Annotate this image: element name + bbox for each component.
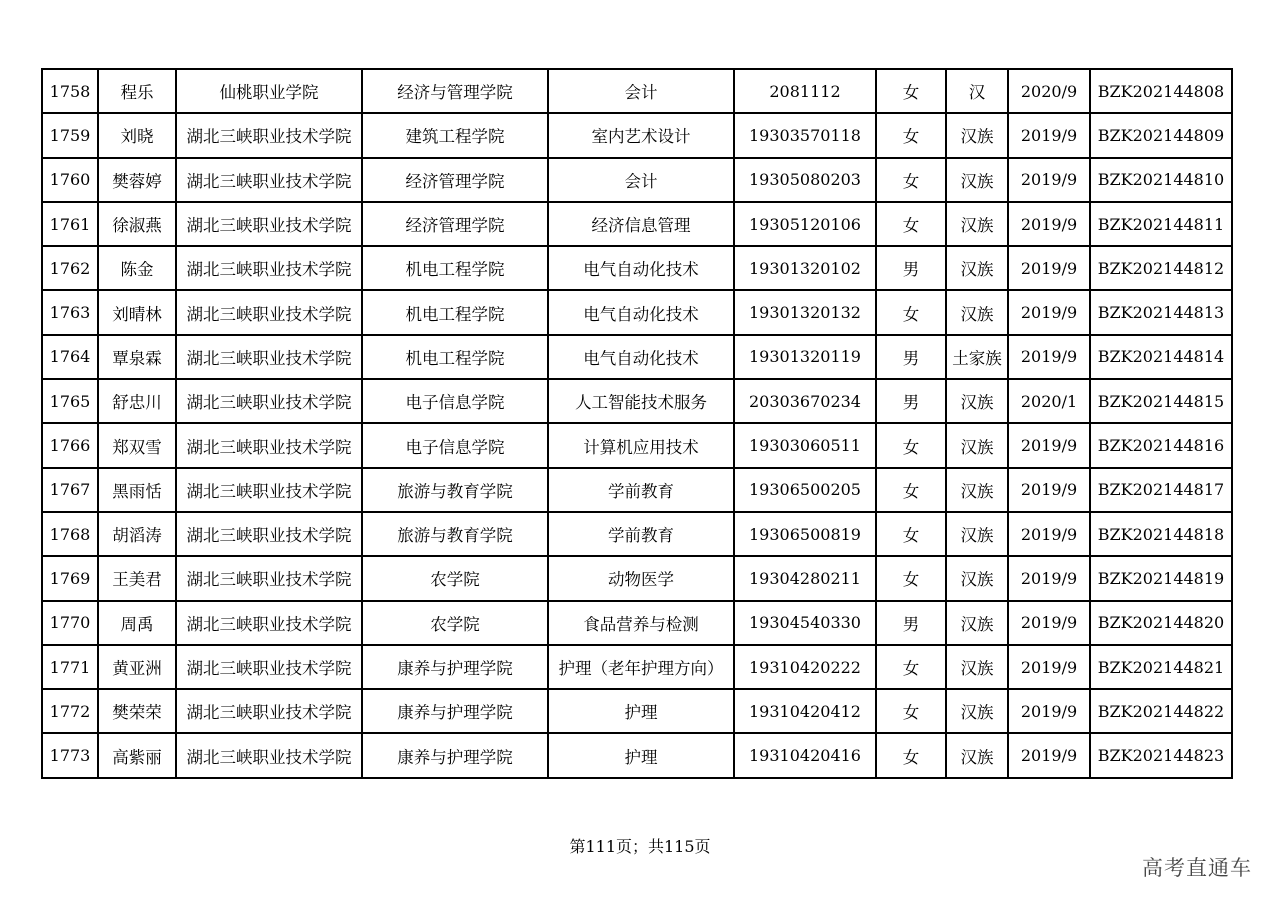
cell-school: 湖北三峡职业技术学院 [176,733,362,777]
student-roster-table [41,68,1233,779]
roster-body [42,69,1232,778]
cell-gender: 男 [876,335,946,379]
cell-name: 高紫丽 [98,733,176,777]
cell-enrollment-date: 2019/9 [1008,202,1090,246]
cell-college: 旅游与教育学院 [362,468,548,512]
cell-school: 湖北三峡职业技术学院 [176,689,362,733]
cell-name: 程乐 [98,69,176,113]
cell-student-id: 20303670234 [734,379,876,423]
cell-certificate-no: BZK202144822 [1090,689,1232,733]
cell-school: 湖北三峡职业技术学院 [176,113,362,157]
cell-college: 康养与护理学院 [362,733,548,777]
cell-certificate-no: BZK202144821 [1090,645,1232,689]
cell-number: 1759 [42,113,98,157]
cell-college: 康养与护理学院 [362,689,548,733]
cell-major: 人工智能技术服务 [548,379,734,423]
cell-major: 计算机应用技术 [548,423,734,467]
cell-enrollment-date: 2020/1 [1008,379,1090,423]
cell-enrollment-date: 2019/9 [1008,733,1090,777]
cell-college: 建筑工程学院 [362,113,548,157]
cell-major: 学前教育 [548,468,734,512]
cell-enrollment-date: 2019/9 [1008,468,1090,512]
cell-ethnicity: 汉族 [946,733,1008,777]
cell-number: 1765 [42,379,98,423]
cell-student-id: 2081112 [734,69,876,113]
cell-certificate-no: BZK202144817 [1090,468,1232,512]
cell-enrollment-date: 2019/9 [1008,556,1090,600]
table-row [42,733,1232,777]
cell-certificate-no: BZK202144812 [1090,246,1232,290]
cell-ethnicity: 汉族 [946,601,1008,645]
cell-name: 王美君 [98,556,176,600]
cell-certificate-no: BZK202144818 [1090,512,1232,556]
cell-school: 湖北三峡职业技术学院 [176,290,362,334]
cell-student-id: 19306500819 [734,512,876,556]
cell-gender: 男 [876,246,946,290]
cell-name: 徐淑燕 [98,202,176,246]
cell-gender: 男 [876,379,946,423]
cell-certificate-no: BZK202144811 [1090,202,1232,246]
cell-gender: 女 [876,556,946,600]
table-row [42,468,1232,512]
cell-number: 1763 [42,290,98,334]
cell-student-id: 19310420222 [734,645,876,689]
cell-certificate-no: BZK202144815 [1090,379,1232,423]
cell-major: 经济信息管理 [548,202,734,246]
table-row [42,69,1232,113]
table-row [42,645,1232,689]
cell-ethnicity: 汉族 [946,423,1008,467]
cell-number: 1761 [42,202,98,246]
watermark-logo-text: 高考直通车 [1142,856,1252,880]
cell-college: 农学院 [362,556,548,600]
cell-gender: 女 [876,733,946,777]
cell-major: 护理（老年护理方向） [548,645,734,689]
cell-ethnicity: 汉族 [946,113,1008,157]
cell-gender: 女 [876,423,946,467]
cell-college: 农学院 [362,601,548,645]
cell-enrollment-date: 2019/9 [1008,423,1090,467]
cell-student-id: 19306500205 [734,468,876,512]
cell-college: 机电工程学院 [362,335,548,379]
cell-school: 湖北三峡职业技术学院 [176,335,362,379]
cell-gender: 女 [876,689,946,733]
table-row [42,512,1232,556]
cell-major: 电气自动化技术 [548,335,734,379]
cell-name: 舒忠川 [98,379,176,423]
cell-enrollment-date: 2019/9 [1008,113,1090,157]
cell-college: 电子信息学院 [362,379,548,423]
cell-number: 1762 [42,246,98,290]
cell-ethnicity: 汉族 [946,556,1008,600]
cell-student-id: 19305080203 [734,158,876,202]
cell-major: 护理 [548,733,734,777]
cell-name: 黑雨恬 [98,468,176,512]
cell-student-id: 19305120106 [734,202,876,246]
cell-student-id: 19304540330 [734,601,876,645]
cell-major: 电气自动化技术 [548,246,734,290]
cell-number: 1772 [42,689,98,733]
cell-ethnicity: 汉族 [946,645,1008,689]
cell-enrollment-date: 2020/9 [1008,69,1090,113]
cell-major: 护理 [548,689,734,733]
cell-college: 机电工程学院 [362,290,548,334]
cell-name: 覃泉霖 [98,335,176,379]
cell-gender: 女 [876,158,946,202]
cell-certificate-no: BZK202144814 [1090,335,1232,379]
cell-number: 1764 [42,335,98,379]
table-row [42,290,1232,334]
cell-name: 樊荣荣 [98,689,176,733]
cell-enrollment-date: 2019/9 [1008,335,1090,379]
cell-ethnicity: 汉族 [946,468,1008,512]
cell-name: 樊蓉婷 [98,158,176,202]
cell-school: 湖北三峡职业技术学院 [176,202,362,246]
cell-major: 食品营养与检测 [548,601,734,645]
cell-name: 陈金 [98,246,176,290]
cell-school: 仙桃职业学院 [176,69,362,113]
cell-major: 电气自动化技术 [548,290,734,334]
table-row [42,335,1232,379]
cell-certificate-no: BZK202144816 [1090,423,1232,467]
cell-school: 湖北三峡职业技术学院 [176,645,362,689]
cell-college: 经济管理学院 [362,158,548,202]
cell-ethnicity: 汉 [946,69,1008,113]
cell-ethnicity: 汉族 [946,512,1008,556]
cell-ethnicity: 汉族 [946,689,1008,733]
cell-ethnicity: 土家族 [946,335,1008,379]
cell-gender: 女 [876,512,946,556]
cell-certificate-no: BZK202144809 [1090,113,1232,157]
cell-certificate-no: BZK202144820 [1090,601,1232,645]
cell-enrollment-date: 2019/9 [1008,689,1090,733]
table-row [42,556,1232,600]
cell-student-id: 19301320102 [734,246,876,290]
cell-major: 会计 [548,158,734,202]
table-row [42,246,1232,290]
table-row [42,158,1232,202]
table-row [42,423,1232,467]
cell-certificate-no: BZK202144823 [1090,733,1232,777]
cell-name: 刘晴林 [98,290,176,334]
cell-major: 会计 [548,69,734,113]
cell-school: 湖北三峡职业技术学院 [176,512,362,556]
cell-school: 湖北三峡职业技术学院 [176,601,362,645]
cell-student-id: 19301320132 [734,290,876,334]
cell-student-id: 19303570118 [734,113,876,157]
cell-school: 湖北三峡职业技术学院 [176,379,362,423]
cell-ethnicity: 汉族 [946,202,1008,246]
cell-ethnicity: 汉族 [946,379,1008,423]
table-row [42,379,1232,423]
cell-name: 周禹 [98,601,176,645]
cell-student-id: 19303060511 [734,423,876,467]
cell-enrollment-date: 2019/9 [1008,158,1090,202]
cell-number: 1767 [42,468,98,512]
cell-student-id: 19301320119 [734,335,876,379]
cell-enrollment-date: 2019/9 [1008,601,1090,645]
cell-gender: 女 [876,202,946,246]
cell-number: 1760 [42,158,98,202]
cell-certificate-no: BZK202144808 [1090,69,1232,113]
cell-school: 湖北三峡职业技术学院 [176,158,362,202]
cell-student-id: 19310420416 [734,733,876,777]
cell-number: 1770 [42,601,98,645]
table-row [42,202,1232,246]
cell-student-id: 19304280211 [734,556,876,600]
cell-name: 刘晓 [98,113,176,157]
cell-gender: 女 [876,645,946,689]
cell-name: 郑双雪 [98,423,176,467]
cell-school: 湖北三峡职业技术学院 [176,556,362,600]
cell-enrollment-date: 2019/9 [1008,645,1090,689]
cell-number: 1766 [42,423,98,467]
cell-number: 1773 [42,733,98,777]
cell-gender: 女 [876,290,946,334]
cell-college: 康养与护理学院 [362,645,548,689]
cell-college: 经济管理学院 [362,202,548,246]
cell-gender: 男 [876,601,946,645]
cell-certificate-no: BZK202144819 [1090,556,1232,600]
cell-enrollment-date: 2019/9 [1008,290,1090,334]
cell-student-id: 19310420412 [734,689,876,733]
cell-school: 湖北三峡职业技术学院 [176,468,362,512]
cell-college: 旅游与教育学院 [362,512,548,556]
cell-ethnicity: 汉族 [946,158,1008,202]
cell-school: 湖北三峡职业技术学院 [176,423,362,467]
cell-school: 湖北三峡职业技术学院 [176,246,362,290]
cell-college: 电子信息学院 [362,423,548,467]
cell-ethnicity: 汉族 [946,246,1008,290]
cell-major: 学前教育 [548,512,734,556]
cell-number: 1768 [42,512,98,556]
cell-certificate-no: BZK202144813 [1090,290,1232,334]
cell-number: 1758 [42,69,98,113]
table-row [42,689,1232,733]
cell-enrollment-date: 2019/9 [1008,512,1090,556]
page-number: 第111页；共115页 [569,837,711,856]
cell-ethnicity: 汉族 [946,290,1008,334]
cell-gender: 女 [876,113,946,157]
cell-certificate-no: BZK202144810 [1090,158,1232,202]
cell-major: 动物医学 [548,556,734,600]
cell-gender: 女 [876,69,946,113]
cell-gender: 女 [876,468,946,512]
cell-number: 1771 [42,645,98,689]
cell-major: 室内艺术设计 [548,113,734,157]
cell-college: 机电工程学院 [362,246,548,290]
table-row [42,601,1232,645]
cell-college: 经济与管理学院 [362,69,548,113]
cell-name: 黄亚洲 [98,645,176,689]
table-row [42,113,1232,157]
cell-number: 1769 [42,556,98,600]
cell-enrollment-date: 2019/9 [1008,246,1090,290]
cell-name: 胡滔涛 [98,512,176,556]
